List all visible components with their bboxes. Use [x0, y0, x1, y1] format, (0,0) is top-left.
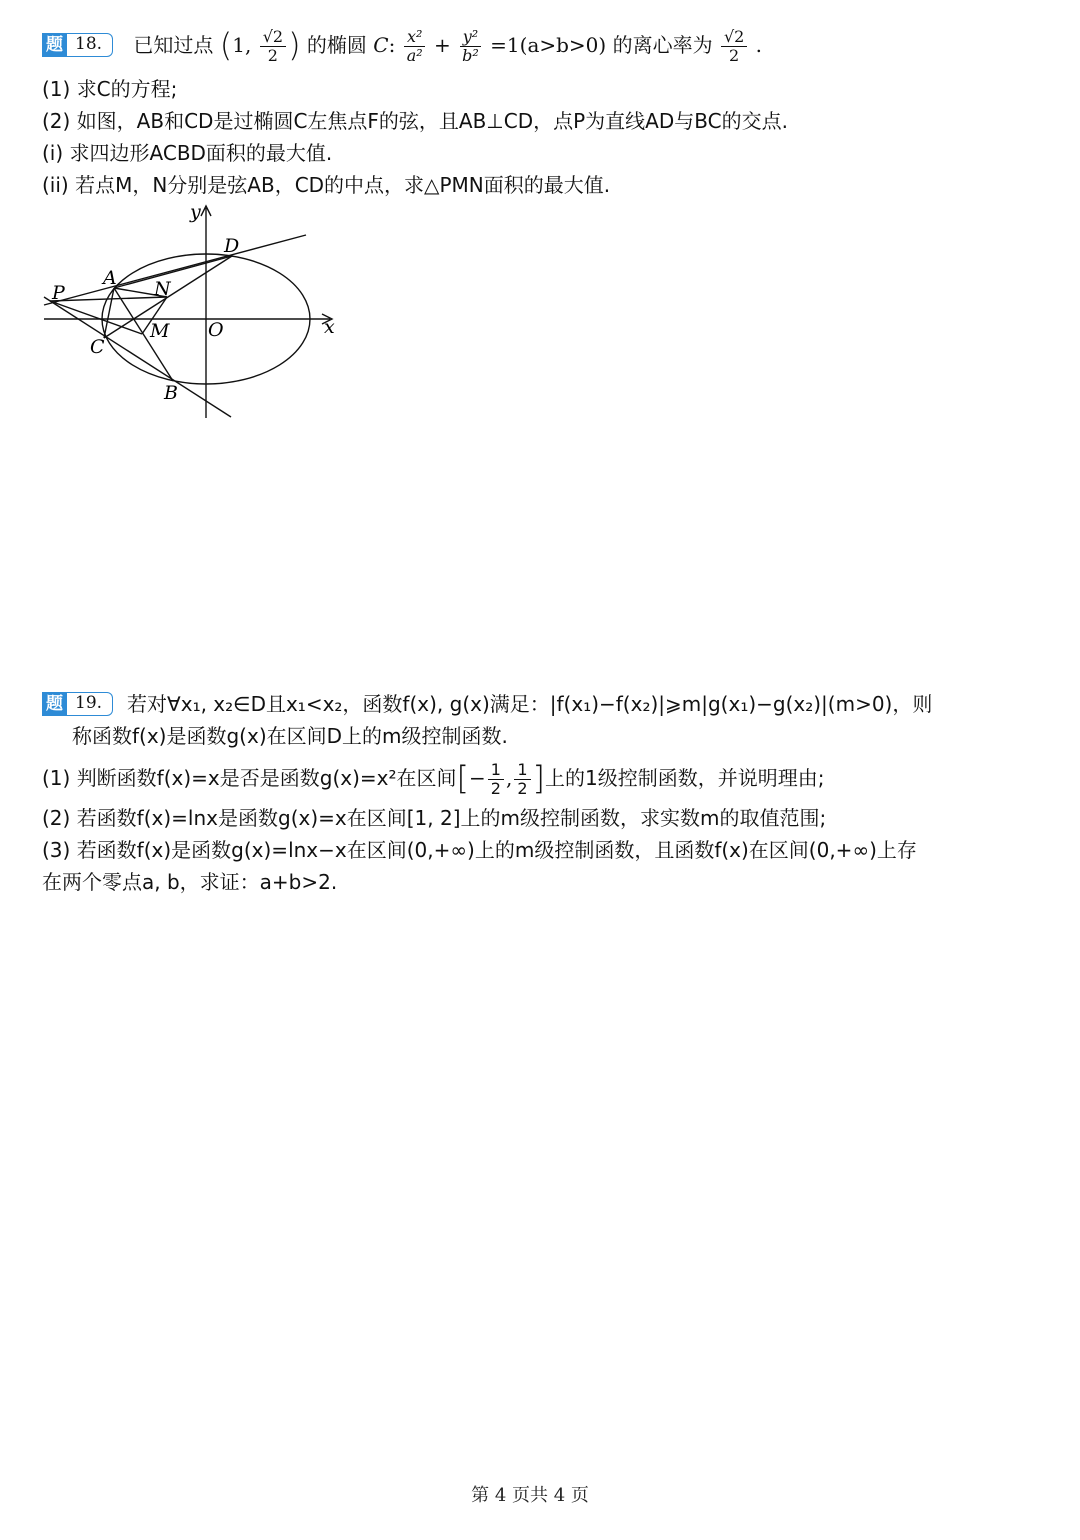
label-b: B — [164, 382, 178, 404]
q19-line1-text: 若对∀x₁, x₂∈D且x₁<x₂，函数f(x), g(x)满足：|f(x₁)−f(x₂)|⩾m|g(x₁)−g(x₂)|(m>0)，则 — [127, 692, 933, 716]
label-x: x — [324, 316, 335, 338]
q19-neg-half-num: 1 — [488, 761, 504, 780]
q19-neg-half — [488, 761, 504, 798]
q19-neg-half-den: 2 — [490, 779, 501, 798]
label-n: N — [154, 278, 171, 300]
ellipse-figure — [40, 200, 350, 425]
label-m: M — [150, 320, 170, 342]
q19-line1 — [42, 689, 932, 719]
q18-eq-rest: =1(a>b>0) — [490, 33, 607, 57]
q19-bracket-open: [ — [456, 758, 469, 797]
q19-line2: 称函数f(x)是函数g(x)在区间D上的m级控制函数. — [72, 724, 508, 748]
q19-bracket-close: ] — [532, 758, 545, 797]
line-pd — [44, 235, 306, 305]
label-d: D — [224, 235, 240, 257]
label-o: O — [208, 319, 224, 341]
q18-part2ii: (ii) 若点M，N分别是弦AB，CD的中点，求△PMN面积的最大值. — [42, 173, 611, 197]
q18-a-sq: a² — [406, 46, 423, 65]
q18-x-sq: x² — [404, 28, 425, 47]
q18-y-sq: y² — [460, 28, 481, 47]
q18-point-y-num: √2 — [260, 28, 286, 47]
q18-part2: (2) 如图，AB和CD是过椭圆C左焦点F的弦，且AB⊥CD，点P为直线AD与BC的交点. — [42, 109, 788, 133]
label-y: y — [190, 201, 201, 223]
q18-stem-middle: 的椭圆 — [306, 33, 367, 57]
q19-part3-line1: (3) 若函数f(x)是函数g(x)=lnx−x在区间(0,+∞)上的m级控制函数，且函数f(x)在区间(0,+∞)上存 — [42, 838, 917, 862]
q18-point-y-den: 2 — [267, 46, 278, 65]
q18-part2i: (i) 求四边形ACBD面积的最大值. — [42, 141, 333, 165]
q19-part1-suffix: 上的1级控制函数，并说明理由; — [544, 766, 825, 790]
q19-comma: , — [505, 766, 513, 790]
q18-stem-suffix: 的离心率为 — [612, 33, 713, 57]
q18-ecc-den: 2 — [729, 46, 740, 65]
q19-part1-prefix: (1) 判断函数f(x)=x是否是函数g(x)=x²在区间 — [42, 766, 457, 790]
q18-ellipse-name: C — [373, 33, 389, 57]
q19-part2: (2) 若函数f(x)=lnx是函数g(x)=x在区间[1, 2]上的m级控制函数，求实数m的取值范围; — [42, 806, 827, 830]
q18-number: 18. — [67, 33, 113, 57]
q18-b-sq: b² — [462, 46, 479, 65]
q19-part1 — [42, 758, 825, 798]
q18-part1: (1) 求C的方程; — [42, 77, 178, 101]
q18-point-y-frac — [260, 28, 286, 65]
q19-half — [514, 761, 530, 798]
q18-badge — [42, 33, 113, 57]
q18-stem: 题 18. 已知过点 (1, $\frac{√2}{2}$ ) 的椭圆 C: $\frac{\text{x²}}{\text{a²}}$ + $\frac{\text{y²}}{\text{b²}}$ =1(a>b>0) 的离心率为 $\frac{√2}{2}$ . — [42, 28, 762, 65]
q19-minus: − — [469, 766, 486, 790]
q18-ecc-num: √2 — [721, 28, 747, 47]
segment-ad — [114, 256, 232, 288]
q18-period: . — [755, 33, 763, 57]
segment-pm — [50, 301, 142, 334]
label-c: C — [90, 336, 105, 358]
q19-badge-char: 题 — [42, 692, 67, 716]
page-footer: 第 4 页共 4 页 — [471, 1485, 589, 1506]
label-a: A — [103, 267, 117, 289]
q18-paren-close: ) — [288, 25, 301, 64]
q19-number: 19. — [67, 692, 113, 716]
q19-part3-line2: 在两个零点a, b，求证：a+b>2. — [42, 870, 338, 894]
q18-stem-prefix: 已知过点 — [133, 33, 214, 57]
q18-plus: + — [434, 33, 451, 57]
q18-y-frac — [459, 28, 482, 65]
q18-paren-open: ( — [219, 25, 233, 64]
q18-point-x: 1, — [232, 33, 252, 57]
q19-badge — [42, 692, 113, 716]
line-pb — [44, 297, 231, 417]
label-p: P — [52, 282, 65, 304]
q18-badge-char: 题 — [42, 33, 67, 57]
q18-eccentricity-frac — [721, 28, 747, 65]
q18-x-frac — [404, 28, 426, 65]
q19-half-den: 2 — [517, 779, 528, 798]
q19-half-num: 1 — [514, 761, 530, 780]
